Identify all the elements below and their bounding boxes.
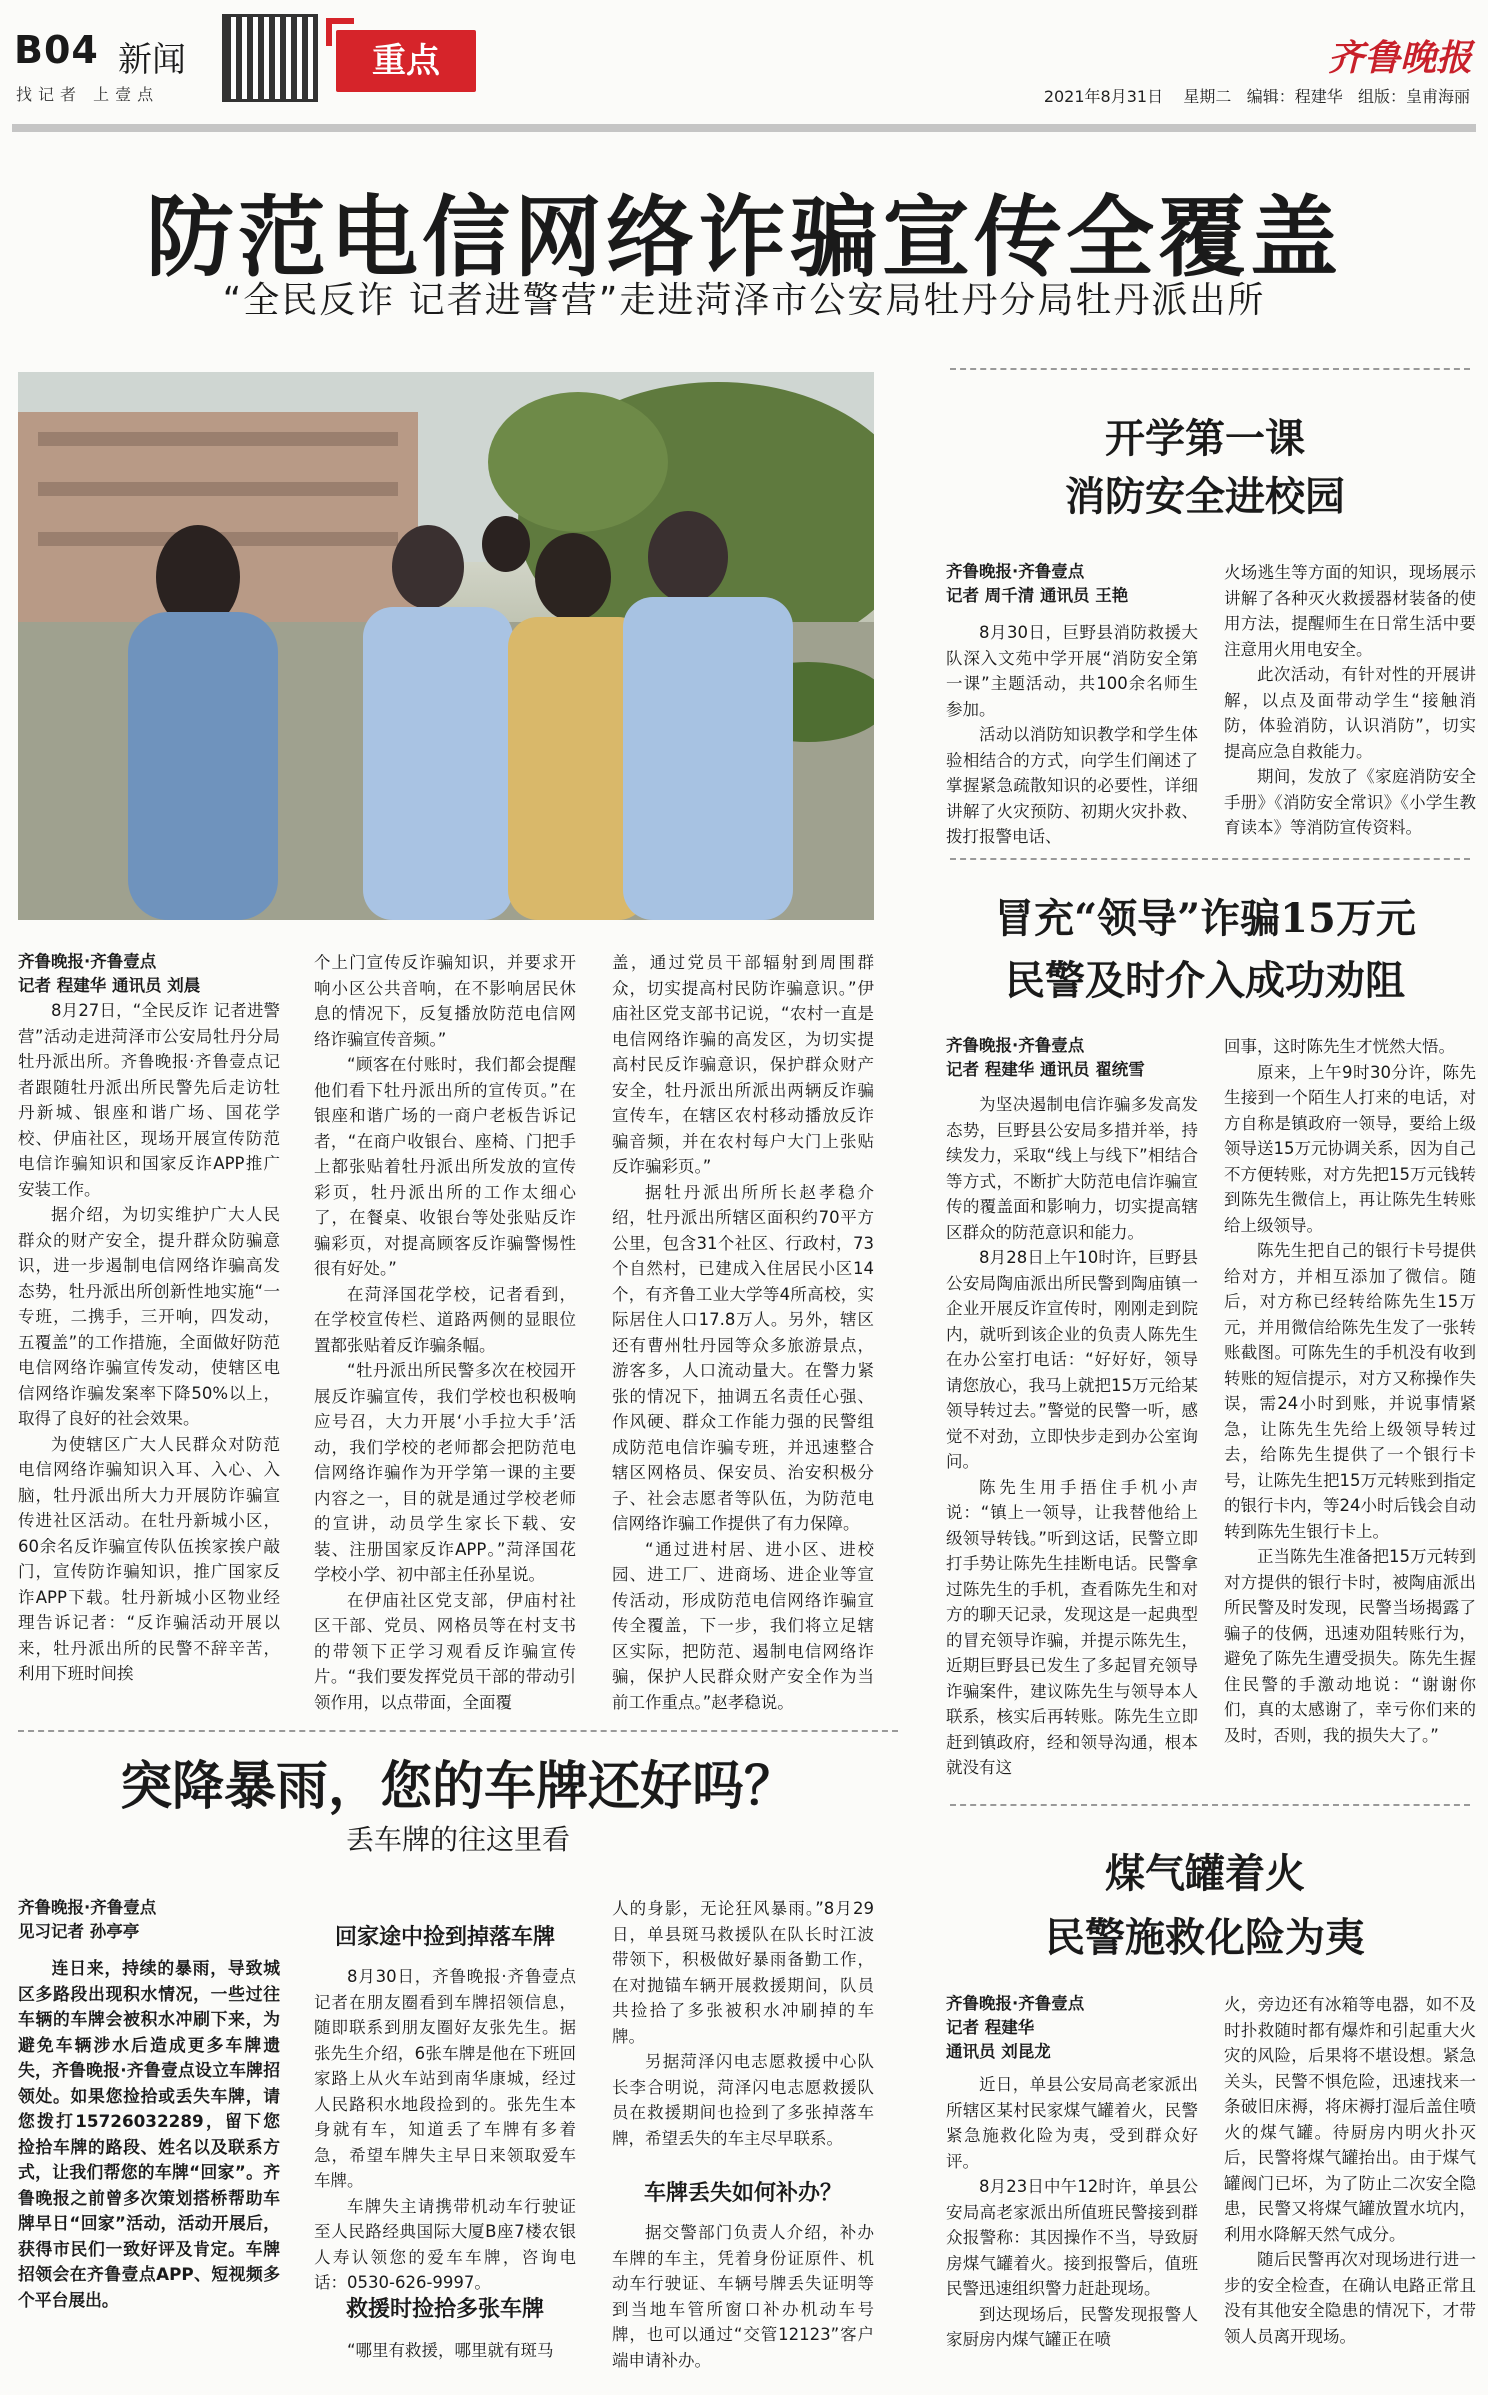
story2-paragraph: 8月30日，巨野县消防救援大队深入文苑中学开展“消防安全第一课”主题活动，共100余名师生参加。 — [946, 623, 1198, 719]
story3-title-line2: 民警及时介入成功劝阻 — [1005, 957, 1405, 1004]
lead-headline: 防范电信网络诈骗宣传全覆盖 — [145, 185, 1342, 289]
lead-subheadline: “全民反诈 记者进警营”走进菏泽市公安局牡丹分局牡丹派出所 — [222, 280, 1266, 321]
story5-byline-3: 通讯员 刘昆龙 — [946, 2042, 1051, 2061]
editor-credit: 编辑：程建华 — [1246, 87, 1343, 106]
story3-paragraph: 陈先生用手捂住手机小声说：“镇上一领导，让我替他给上级领导转钱。”听到这话，民警立即打手势让陈先生挂断电话。民警拿过陈先生的手机，查看陈先生和对方的聊天记录，发现这是一起典型的冒充领导诈骗，并提示陈先生，近期巨野县已发生了多起冒充领导诈骗案件，建议陈先生与领导本人联系，核实后再转账。陈先生立即赶到镇政府，经和领导沟通，根本就没有这 — [946, 1477, 1198, 1777]
story3-paragraph: 陈先生把自己的银行卡号提供给对方，并相互添加了微信。随后，对方称已经转给陈先生15万元，并用微信给陈先生发了一张转账截图。可陈先生的手机没有收到转账的短信提示，对方又称操作失误，需24小时到账，并说事情紧急，让陈先生先给上级领导转过去，给陈先生提供了一个银行卡号，让陈先生把15万元转账到指定的银行卡内，等24小时后钱会自动转到陈先生银行卡上。 — [1224, 1241, 1476, 1541]
lead-col-2 — [314, 950, 576, 1715]
lead-paragraph: “通过进村居、进小区、进校园、进工厂、进商场、进企业等宣传活动，形成防范电信网络诈骗宣传全覆盖，下一步，我们将立足辖区实际，把防范、遏制电信网络诈骗，保护人民群众财产安全作为当前工作重点。”赵孝稳说。 — [612, 1539, 874, 1712]
story4-subheadline: 丢车牌的往这里看 — [345, 1823, 570, 1856]
story2-col-2 — [1224, 560, 1476, 841]
story2-paragraph: 此次活动，有针对性的开展讲解，以点及面带动学生“接触消防，体验消防，认识消防”，切实提高应急自救能力。 — [1224, 665, 1476, 761]
story3-paragraph: 为坚决遏制电信诈骗多发高发态势，巨野县公安局多措并举，持续发力，采取“线上与线下”相结合等方式，不断扩大防范电信诈骗宣传的覆盖面和影响力，切实提高辖区群众的防范意识和能力。 — [946, 1095, 1198, 1242]
story4-col-1 — [18, 1896, 280, 2313]
lead-paragraph: “顾客在付账时，我们都会提醒他们看下牡丹派出所的宣传页。”在银座和谐广场的一商户老板告诉记者，“在商户收银台、座椅、门把手上都张贴着牡丹派出所发放的宣传彩页，牡丹派出所的工作太细心了，在餐桌、收银台等处张贴反诈骗彩页，对提高顾客反诈骗警惕性很有好处。” — [314, 1055, 576, 1278]
header-slogan: 找记者 上壹点 — [16, 85, 160, 104]
header-meta — [1044, 84, 1470, 107]
qr-code-icon[interactable] — [222, 14, 318, 102]
divider — [950, 858, 1470, 860]
issue-date: 2021年8月31日 — [1043, 87, 1164, 106]
lead-paragraph: 8月27日，“全民反诈 记者进警营”活动走进菏泽市公安局牡丹分局牡丹派出所。齐鲁晚报·齐鲁壹点记者跟随牡丹派出所民警先后走访牡丹新城、银座和谐广场、国花学校、伊庙社区，现场开展宣传防范电信诈骗知识和国家反诈APP推广安装工作。 — [18, 1001, 280, 1199]
story4-col-2 — [314, 1964, 576, 2296]
story5-col-1 — [946, 1992, 1198, 2353]
newspaper-logo: 齐鲁晚报 — [1327, 37, 1472, 79]
lead-paragraph: 盖，通过党员干部辐射到周围群众，切实提高村民防诈骗意识。”伊庙社区党支部书记说，“农村一直是电信网络诈骗的高发区，为切实提高村民反诈骗意识，保护群众财产安全，牡丹派出所派出两辆反诈骗宣传车，在辖区农村移动播放反诈骗音频，并在农村每户大门上张贴反诈骗彩页。” — [612, 953, 874, 1176]
story2-paragraph: 活动以消防知识教学和学生体验相结合的方式，向学生们阐述了掌握紧急疏散知识的必要性，详细讲解了火灾预防、初期火灾扑救、拨打报警电话、 — [946, 725, 1198, 846]
story3-paragraph: 8月28日上午10时许，巨野县公安局陶庙派出所民警到陶庙镇一企业开展反诈宣传时，刚刚走到院内，就听到该企业的负责人陈先生在办公室打电话：“好好好，领导请您放心，我马上就把15万元给某领导转过去。”警觉的民警一听，感觉不对劲，立即快步走到办公室询问。 — [946, 1248, 1198, 1471]
story3-col-1 — [946, 1034, 1198, 1781]
story4-section-head-2: 救援时捡拾多张车牌 — [345, 2296, 544, 2322]
story4-paragraph: 人的身影，无论狂风暴雨。”8月29日，单县斑马救援队在队长时江波带领下，积极做好暴雨备勤工作，在对抛锚车辆开展救援期间，队员共捡拾了多张被积水冲刷掉的车牌。 — [612, 1899, 874, 2046]
lead-paragraph: 个上门宣传反诈骗知识，并要求开响小区公共音响，在不影响居民休息的情况下，反复播放防范电信网络诈骗宣传音频。” — [314, 953, 576, 1049]
story5-byline-1: 齐鲁晚报·齐鲁壹点 — [946, 1994, 1085, 2013]
story4-section-head-1: 回家途中捡到掉落车牌 — [334, 1924, 555, 1950]
story5-paragraph: 到达现场后，民警发现报警人家厨房内煤气罐正在喷 — [946, 2304, 1198, 2349]
story4-col-3c — [612, 2220, 874, 2373]
story4-paragraph: 另据菏泽闪电志愿救援中心队长李合明说，菏泽闪电志愿救援队员在救援期间也捡到了多张掉落车牌，希望丢失的车主尽早联系。 — [612, 2052, 874, 2148]
page-number: B04 — [14, 28, 99, 72]
story5-paragraph: 近日，单县公安局高老家派出所辖区某村民家煤气罐着火，民警紧急施救化险为夷，受到群众好评。 — [946, 2075, 1198, 2171]
story4-section-head-3: 车牌丢失如何补办？ — [643, 2180, 842, 2206]
lead-paragraph: 据牡丹派出所所长赵孝稳介绍，牡丹派出所辖区面积约70平方公里，包含31个社区、行政村，73个自然村，已建成入住居民小区14个，有齐鲁工业大学等4所高校，实际居住人口17.8万人。另外，辖区还有曹州牡丹园等众多旅游景点，游客多，人口流动量大。在警力紧张的情况下，抽调五名责任心强、作风硬、群众工作能力强的民警组成防范电信诈骗专班，并迅速整合辖区网格员、保安员、治安积极分子、社会志愿者等队伍，为防范电信网络诈骗工作提供了有力保障。 — [612, 1182, 874, 1533]
divider — [950, 1804, 1470, 1806]
story2-title-line2: 消防安全进校园 — [1065, 473, 1345, 520]
story2-byline-2: 记者 周千清 通讯员 王艳 — [946, 586, 1129, 605]
story4-paragraph: 据交警部门负责人介绍，补办车牌的车主，凭着身份证原件、机动车行驶证、车辆号牌丢失证明等到当地车管所窗口补办机动车号牌，也可以通过“交管12123”客户端申请补办。 — [612, 2223, 874, 2370]
lead-paragraph: 据介绍，为切实维护广大人民群众的财产安全，提升群众防骗意识，进一步遏制电信网络诈骗高发态势，牡丹派出所创新性地实施“一专班，二携手，三开响，四发动，五覆盖”的工作措施，全面做好防范电信网络诈骗宣传发动，使辖区电信网络诈骗发案率下降50%以上，取得了良好的社会效果。 — [18, 1205, 280, 1428]
story5-title-line2: 民警施救化险为夷 — [1045, 1914, 1365, 1961]
lead-byline-2: 记者 程建华 通讯员 刘晨 — [18, 976, 201, 995]
story4-col-2b — [314, 2338, 576, 2364]
story4-byline-2: 见习记者 孙亭亭 — [18, 1922, 140, 1941]
header-rule — [12, 124, 1476, 132]
lead-col-1 — [18, 950, 280, 1687]
story4-paragraph: 连日来，持续的暴雨，导致城区多路段出现积水情况，一些过往车辆的车牌会被积水冲刷下来，为避免车辆涉水后造成更多车牌遗失，齐鲁晚报·齐鲁壹点设立车牌招领处。如果您捡拾或丢失车牌，请您拨打15726032289，留下您捡拾车牌的路段、姓名以及联系方式，让我们帮您的车牌“回家”。齐鲁晚报之前曾多次策划搭桥帮助车牌早日“回家”活动，活动开展后，获得市民们一致好评及肯定。车牌招领会在齐鲁壹点APP、短视频多个平台展出。 — [18, 1958, 280, 2310]
issue-weekday: 星期二 — [1183, 87, 1232, 106]
divider — [950, 368, 1470, 370]
story3-paragraph: 正当陈先生准备把15万元转到对方提供的银行卡时，被陶庙派出所民警及时发现，民警当场揭露了骗子的伎俩，迅速劝阻转账行为，避免了陈先生遭受损失。陈先生握住民警的手激动地说：“谢谢你们，真的太感谢了，幸亏你们来的及时，否则，我的损失大了。” — [1224, 1547, 1476, 1745]
story4-col-3 — [612, 1896, 874, 2151]
story2-headline — [930, 410, 1480, 526]
story2-paragraph: 火场逃生等方面的知识，现场展示讲解了各种灭火救援器材装备的使用方法，提醒师生在日常生活中要注意用火用电安全。 — [1224, 563, 1476, 659]
divider — [18, 1730, 898, 1732]
lead-paragraph: “牡丹派出所民警多次在校园开展反诈骗宣传，我们学校也积极响应号召，大力开展‘小手拉大手’活动，我们学校的老师都会把防范电信网络诈骗作为开学第一课的主要内容之一，目的就是通过学校老师的宣讲，动员学生家长下载、安装、注册国家反诈APP。”菏泽国花学校小学、初中部主任孙星说。 — [314, 1361, 576, 1584]
story3-byline-1: 齐鲁晚报·齐鲁壹点 — [946, 1036, 1085, 1055]
story5-title-line1: 煤气罐着火 — [1105, 1850, 1305, 1897]
story3-byline-2: 记者 程建华 通讯员 翟统雪 — [946, 1060, 1145, 1079]
story5-paragraph: 火，旁边还有冰箱等电器，如不及时扑救随时都有爆炸和引起重大火灾的风险，后果将不堪设想。紧急关头，民警不惧危险，迅速找来一条破旧床褥，将床褥打湿后盖住喷火的煤气罐。待厨房内明火扑灭后，民警将煤气罐抬出。由于煤气罐阀门已坏，为了防止二次安全隐患，民警又将煤气罐放置水坑内，利用水降解天然气成分。 — [1224, 1995, 1476, 2244]
lead-col-3 — [612, 950, 874, 1715]
story3-title-line1: 冒充“领导”诈骗15万元 — [994, 895, 1416, 942]
story2-paragraph: 期间，发放了《家庭消防安全手册》《消防安全常识》《小学生教育读本》等消防宣传资料。 — [1224, 767, 1476, 837]
story5-paragraph: 8月23日中午12时许，单县公安局高老家派出所值班民警接到群众报警称：其因操作不当，导致厨房煤气罐着火。接到报警后，值班民警迅速组织警力赶赴现场。 — [946, 2177, 1198, 2298]
story3-paragraph: 原来，上午9时30分许，陈先生接到一个陌生人打来的电话，对方自称是镇政府一领导，要给上级领导送15万元协调关系，因为自己不方便转账，对方先把15万元钱转到陈先生微信上，再让陈先生转账给上级领导。 — [1224, 1062, 1476, 1235]
story2-title-line1: 开学第一课 — [1105, 415, 1305, 462]
lead-paragraph: 在菏泽国花学校，记者看到，在学校宣传栏、道路两侧的显眼位置都张贴着反诈骗条幅。 — [314, 1284, 576, 1355]
section-badge: 重点 — [336, 30, 476, 92]
story4-byline-1: 齐鲁晚报·齐鲁壹点 — [18, 1898, 157, 1917]
lead-photo — [18, 372, 874, 920]
story5-col-2 — [1224, 1992, 1476, 2349]
story3-headline — [930, 888, 1480, 1012]
story4-headline: 突降暴雨，您的车牌还好吗？ — [119, 1756, 796, 1817]
story5-paragraph: 随后民警再次对现场进行进一步的安全检查，在确认电路正常且没有其他安全隐患的情况下，才带领人员离开现场。 — [1224, 2250, 1476, 2346]
story5-headline — [930, 1842, 1480, 1970]
lead-paragraph: 为使辖区广大人民群众对防范电信网络诈骗知识入耳、入心、入脑，牡丹派出所大力开展防诈骗宣传进社区活动。在牡丹新城小区，60余名反诈骗宣传队伍挨家挨户敲门，宣传防诈骗知识，推广国家反诈APP下载。牡丹新城小区物业经理告诉记者：“反诈骗活动开展以来，牡丹派出所的民警不辞辛苦，利用下班时间挨 — [18, 1434, 280, 1683]
story3-paragraph: 回事，这时陈先生才恍然大悟。 — [1224, 1037, 1455, 1056]
story2-byline-1: 齐鲁晚报·齐鲁壹点 — [946, 562, 1085, 581]
section-name: 新闻 — [118, 40, 186, 80]
story2-col-1 — [946, 560, 1198, 850]
story5-byline-2: 记者 程建华 — [946, 2018, 1035, 2037]
lead-byline-1: 齐鲁晚报·齐鲁壹点 — [18, 952, 157, 971]
layout-credit: 组版：皇甫海丽 — [1357, 87, 1470, 106]
story3-col-2 — [1224, 1034, 1476, 1748]
story4-paragraph: “哪里有救援，哪里就有斑马 — [347, 2341, 554, 2360]
story4-paragraph: 8月30日，齐鲁晚报·齐鲁壹点记者在朋友圈看到车牌招领信息，随即联系到朋友圈好友张先生。据张先生介绍，6张车牌是他在下班回家路上从火车站到南华康城，经过人民路积水地段捡到的。张先生本身就有车，知道丢了车牌有多着急，希望车牌失主早日来领取爱车车牌。 — [314, 1967, 576, 2190]
story4-paragraph: 车牌失主请携带机动车行驶证至人民路经典国际大厦B座7楼农银人寿认领您的爱车车牌，咨询电话：0530-626-9997。 — [314, 2196, 576, 2292]
lead-paragraph: 在伊庙社区党支部，伊庙村社区干部、党员、网格员等在村支书的带领下正学习观看反诈骗宣传片。“我们要发挥党员干部的带动引领作用，以点带面，全面覆 — [314, 1590, 576, 1712]
